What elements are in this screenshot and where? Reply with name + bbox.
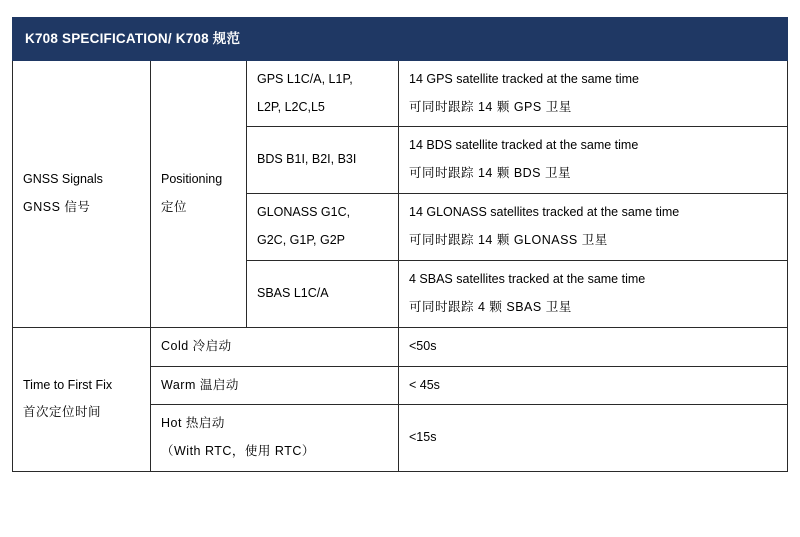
- description-en: 14 GPS satellite tracked at the same time: [409, 71, 639, 86]
- ttff-value-cold: <50s: [399, 327, 788, 366]
- signal-band-gps: [247, 60, 399, 127]
- signal-description-sbas: [399, 260, 788, 327]
- subcategory-label-en: Positioning: [161, 171, 223, 186]
- category-gnss-signals: [13, 60, 151, 327]
- description-en: 14 BDS satellite tracked at the same time: [409, 138, 639, 153]
- category-label-en: GNSS Signals: [23, 171, 103, 186]
- band-line-1: GLONASS G1C,: [257, 205, 351, 220]
- signal-band-bds: [247, 127, 399, 194]
- ttff-label-cold: [151, 327, 399, 366]
- signal-description-gps: [399, 60, 788, 127]
- label-line-1: Cold 冷启动: [161, 338, 232, 353]
- description-cn: 可同时跟踪 4 颗 SBAS 卫星: [409, 299, 572, 314]
- specification-table: [12, 17, 788, 472]
- ttff-label-hot: [151, 405, 399, 472]
- ttff-value-warm: < 45s: [399, 366, 788, 405]
- category-label-cn: GNSS 信号: [23, 199, 91, 214]
- ttff-label-warm: [151, 366, 399, 405]
- table-row: [13, 327, 788, 366]
- signal-description-bds: [399, 127, 788, 194]
- category-time-to-first-fix: [13, 327, 151, 472]
- table-title: K708 SPECIFICATION/ K708 规范: [13, 18, 788, 61]
- table-title-row: [13, 18, 788, 61]
- table-row: [13, 60, 788, 127]
- description-en: 4 SBAS satellites tracked at the same time: [409, 271, 646, 286]
- label-line-1: Hot 热启动: [161, 416, 225, 431]
- ttff-value-hot: <15s: [399, 405, 788, 472]
- band-line-2: L2P, L2C,L5: [257, 99, 325, 114]
- category-label-cn: 首次定位时间: [23, 405, 102, 420]
- description-cn: 可同时跟踪 14 颗 BDS 卫星: [409, 166, 571, 181]
- band-line-1: GPS L1C/A, L1P,: [257, 71, 353, 86]
- label-line-2: （With RTC，使用 RTC）: [161, 444, 315, 459]
- description-cn: 可同时跟踪 14 颗 GLONASS 卫星: [409, 233, 608, 247]
- band-line-1: BDS B1I, B2I, B3I: [257, 152, 357, 167]
- subcategory-label-cn: 定位: [161, 199, 188, 214]
- band-line-2: G2C, G1P, G2P: [257, 233, 346, 247]
- description-en: 14 GLONASS satellites tracked at the same time: [409, 205, 680, 220]
- description-cn: 可同时跟踪 14 颗 GPS 卫星: [409, 99, 572, 114]
- subcategory-positioning: [151, 60, 247, 327]
- band-line-1: SBAS L1C/A: [257, 285, 329, 300]
- signal-band-sbas: [247, 260, 399, 327]
- category-label-en: Time to First Fix: [23, 377, 113, 392]
- signal-band-glonass: [247, 194, 399, 261]
- signal-description-glonass: [399, 194, 788, 261]
- label-line-1: Warm 温启动: [161, 377, 239, 392]
